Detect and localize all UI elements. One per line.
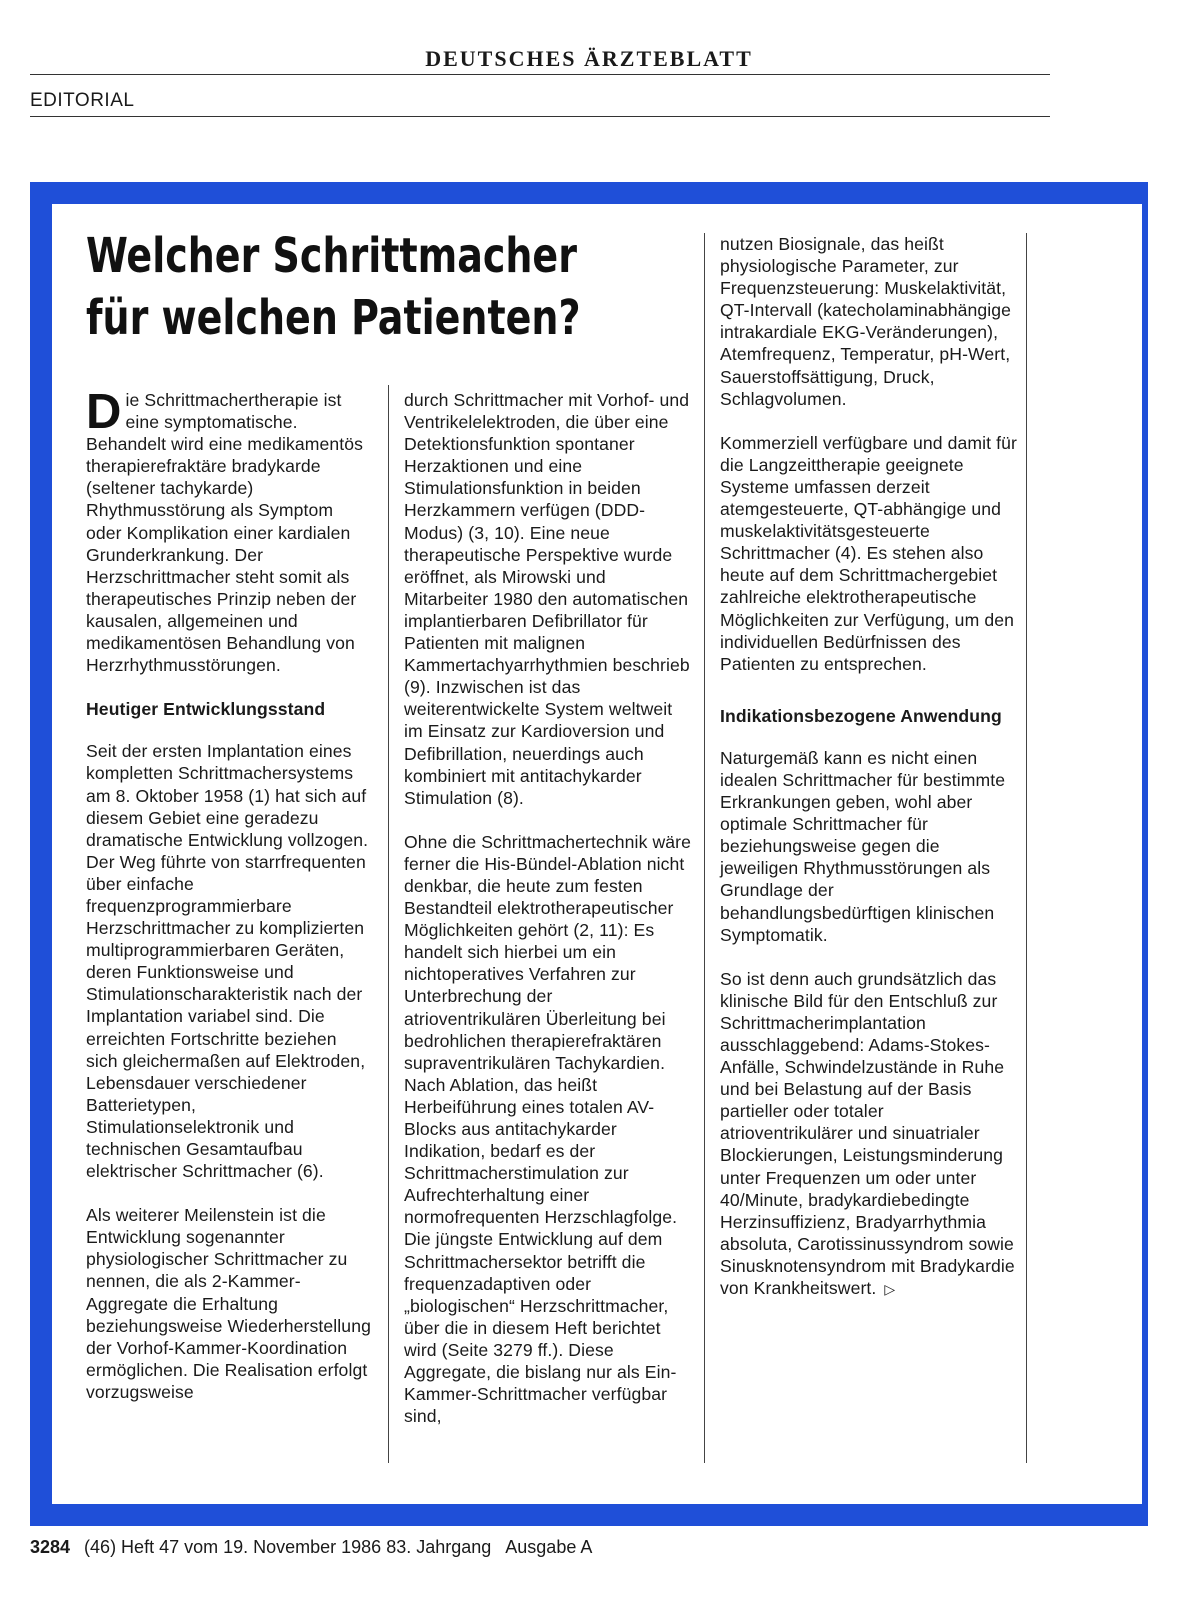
column-divider (388, 385, 389, 1463)
headline-line-1: Welcher Schrittmacher (86, 228, 577, 284)
page-footer (30, 1537, 606, 1558)
continue-arrow-icon: ▷ (884, 1281, 896, 1298)
body-paragraph: durch Schrittmacher mit Vorhof- und Ventrikelelektroden, die über eine Detektionsfunktion spontaner Herzaktionen und eine Stimulationsfunktion in beiden Herzkammern verfügen (DDD-Modus) (3, 10). Eine neue therapeutische Perspektive wurde eröffnet, als Mirowski und Mitarbeiter 1980 den automatischen implantierbaren Defibrillator für Patienten mit malignen Kammertachyarrhythmien beschrieb (9). Inzwischen ist das weiterentwickelte System weltweit im Einsatz zur Kardioversion und Defibrillation, neuerdings auch kombiniert mit antitachykarder Stimulation (8). (404, 390, 690, 808)
body-paragraph: nutzen Biosignale, das heißt physiologische Parameter, zur Frequenzsteuerung: Muskelaktivität, QT-Intervall (katecholaminabhängige intrakardiale EKG-Veränderungen), Atemfrequenz, Temperatur, pH-Wert, Sauerstoffsättigung, Druck, Schlagvolumen. (720, 234, 1012, 409)
closing-text: So ist denn auch grundsätzlich das klinische Bild für den Entschluß zur Schrittmacherimplantation ausschlaggebend: Adams-Stokes-Anfälle, Schwindelzustände in Ruhe und bei Belastung auf der Basis partieller oder totaler atrioventrikulärer und sinuatrialer Blockierungen, Leistungsminderung unter Frequenzen um oder unter 40/Minute, bradykardiebedingte Herzinsuffizienz, Bradyarrhythmia absoluta, Carotissinussyndrom sowie Sinusknotensyndrom mit Bradykardie von Krankheitswert. (720, 968, 1015, 1299)
text-column-1 (86, 385, 372, 1425)
section-rule (30, 116, 1050, 117)
column-divider (1026, 233, 1027, 1463)
text-column-3 (720, 233, 1020, 1322)
section-label: EDITORIAL (30, 90, 135, 111)
body-paragraph: Naturgemäß kann es nicht einen idealen Schrittmacher für bestimmte Erkrankungen geben, wohl aber optimale Schrittmacher für beziehungsweise gegen die jeweiligen Rhythmusstörungen als Grundlage der behandlungsbedürftigen klinischen Symptomatik. (720, 747, 1006, 945)
body-paragraph: Seit der ersten Implantation eines kompletten Schrittmachersystems am 8. Oktober 1958 (1) hat sich auf diesem Gebiet eine geradezu dramatische Entwicklung vollzogen. Der Weg führte von starrfrequenten über einfache frequenzprogrammierbare Herzschrittmacher zu komplizierten multiprogrammierbaren Geräten, deren Funktionsweise und Stimulationscharakteristik nach der Implantation variabel sind. Die erreichten Fortschritte beziehen sich gleichermaßen auf Elektroden, Lebensdauer verschiedener Batterietypen, Stimulationselektronik und technischen Gesamtaufbau elektrischer Schrittmacher (6). (86, 741, 369, 1182)
intro-text: ie Schrittmachertherapie ist eine symptomatische. Behandelt wird eine medikamentös therapierefraktäre bradykarde (seltener tachykarde) Rhythmusstörung als Symptom oder Komplikation einer kardialen Grunderkrankung. Der Herzschrittmacher steht somit als therapeutisches Prinzip neben der kausalen, allgemeinen und medikamentösen Behandlung von Herzrhythmusstörungen. (86, 390, 364, 676)
article-headline (86, 225, 614, 349)
body-paragraph (720, 968, 1020, 1300)
masthead-rule (30, 74, 1050, 75)
masthead: DEUTSCHES ÄRZTEBLATT (425, 46, 753, 71)
body-paragraph: Als weiterer Meilenstein ist die Entwicklung sogenannter physiologischer Schrittmacher zu nennen, die als 2-Kammer-Aggregate die Erhaltung beziehungsweise Wiederherstellung der Vorhof-Kammer-Koordination ermöglichen. Die Realisation erfolgt vorzugsweise (86, 1205, 371, 1402)
intro-paragraph (86, 385, 372, 676)
headline-line-2: für welchen Patienten? (86, 290, 581, 346)
text-column-2 (404, 389, 694, 1449)
column-divider (704, 233, 705, 1463)
section-heading: Indikationsbezogene Anwendung (720, 705, 1002, 726)
drop-cap: D (86, 385, 122, 439)
section-heading: Heutiger Entwicklungsstand (86, 699, 326, 720)
page-number: 3284 (30, 1537, 71, 1557)
body-paragraph: Kommerziell verfügbare und damit für die Langzeittherapie geeignete Systeme umfassen derzeit atemgesteuerte, QT-abhängige und muskelaktivitätsgesteuerte Schrittmacher (4). Es stehen also heute auf dem Schrittmachergebiet zahlreiche elektrotherapeutische Möglichkeiten zur Verfügung, um den individuellen Bedürfnissen des Patienten zu entsprechen. (720, 432, 1017, 674)
edition-info: Ausgabe A (505, 1537, 593, 1557)
issue-info: (46) Heft 47 vom 19. November 1986 83. Jahrgang (84, 1537, 492, 1557)
body-paragraph: Ohne die Schrittmachertechnik wäre ferner die His-Bündel-Ablation nicht denkbar, die heute zum festen Bestandteil elektrotherapeutischer Möglichkeiten gehört (2, 11): Es handelt sich hierbei um ein nichtoperatives Verfahren zur Unterbrechung der atrioventrikulären Überleitung bei bedrohlichen therapierefraktären supraventrikulären Tachykardien. Nach Ablation, das heißt Herbeiführung eines totalen AV-Blocks aus antitachykarder Indikation, bedarf es der Schrittmacherstimulation zur Aufrechterhaltung einer normofrequenten Herzschlagfolge. Die jüngste Entwicklung auf dem Schrittmachersektor betrifft die frequenzadaptiven oder „biologischen“ Herzschrittmacher, über die in diesem Heft berichtet wird (Seite 3279 ff.). Diese Aggregate, die bislang nur als Ein-Kammer-Schrittmacher verfügbar sind, (404, 831, 691, 1427)
